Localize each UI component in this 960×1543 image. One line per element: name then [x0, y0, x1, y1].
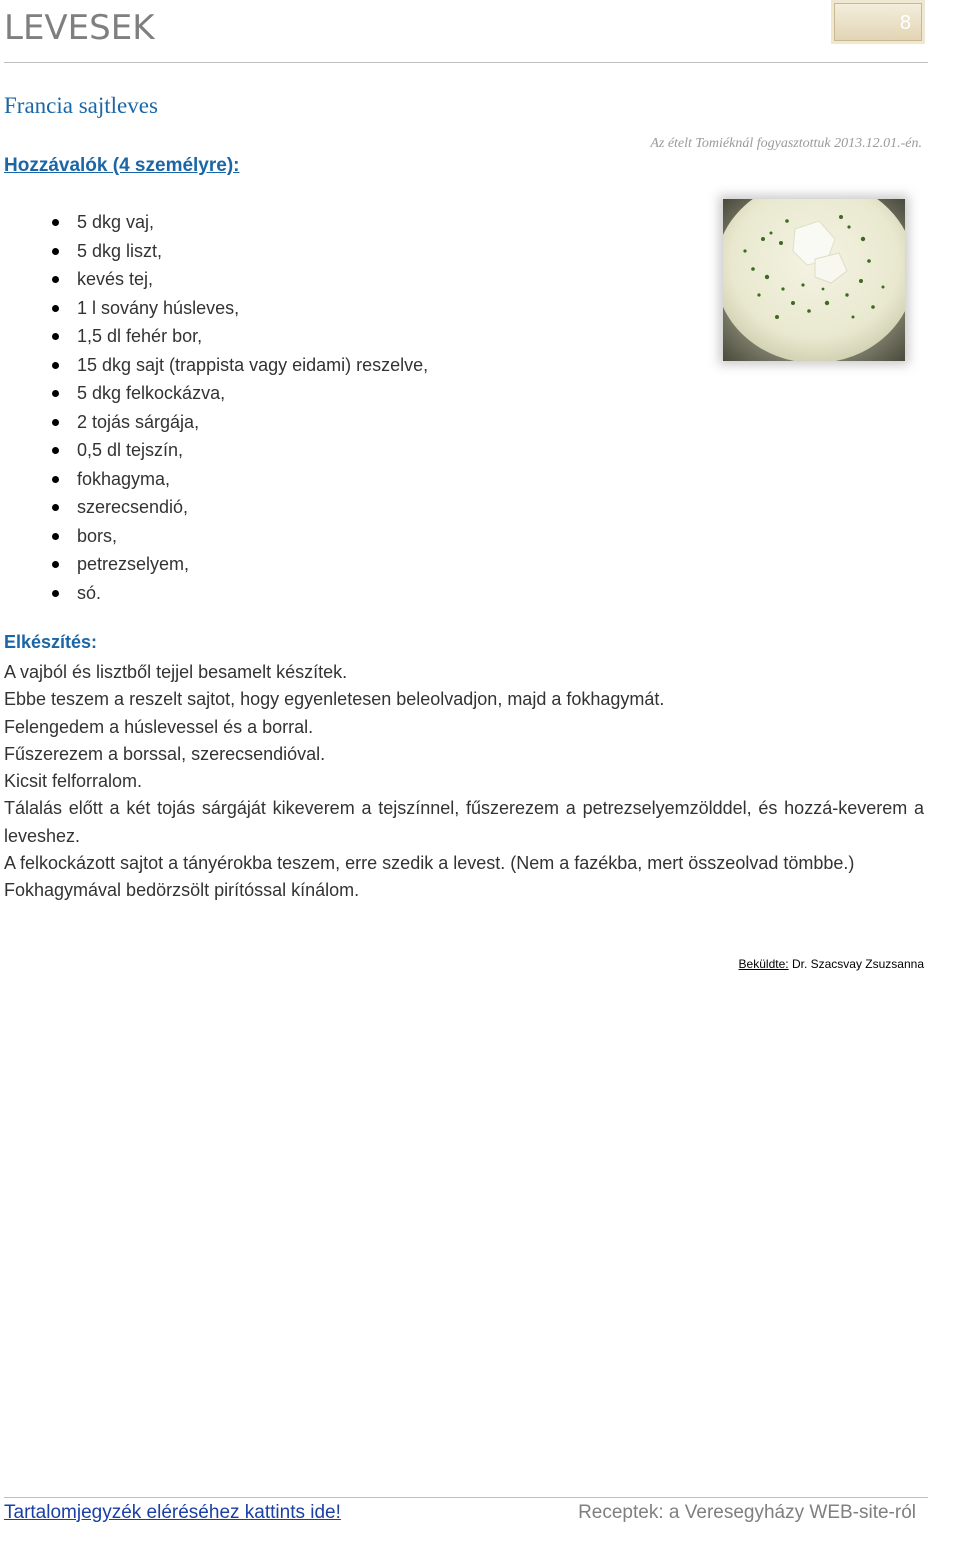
ingredient-item: bors,	[0, 522, 428, 551]
sender-credit	[739, 957, 924, 971]
page-number-badge: 8	[834, 3, 922, 41]
soup-illustration	[723, 199, 905, 361]
ingredients-list	[0, 208, 428, 607]
ingredient-item: 2 tojás sárgája,	[0, 408, 428, 437]
preparation-step: A vajból és lisztből tejjel besamelt készítek.	[4, 662, 348, 682]
preparation-step: Kicsit felforralom.	[4, 771, 143, 792]
eaten-note: Az ételt Tomiéknál fogyasztottuk 2013.12.01.-én.	[650, 136, 922, 151]
preparation-step: Fokhagymával bedörzsölt pirítóssal kínálom.	[4, 880, 360, 901]
ingredient-item: 1 l sovány húsleves,	[0, 294, 428, 323]
preparation-text	[4, 659, 924, 905]
preparation-step: Felengedem a húslevessel és a borral.	[4, 716, 314, 737]
section-title: LEVESEK	[4, 8, 155, 48]
preparation-step: A felkockázott sajtot a tányérokba teszem, erre szedik a levest. (Nem a fazékba, mert összeolvad tömbbe.)	[4, 853, 855, 874]
ingredient-item: 15 dkg sajt (trappista vagy eidami) reszelve,	[0, 351, 428, 380]
ingredient-item: fokhagyma,	[0, 465, 428, 494]
preparation-heading: Elkészítés:	[4, 632, 98, 652]
sender-label: Beküldte:	[738, 957, 789, 971]
ingredient-item: 0,5 dl tejszín,	[0, 436, 428, 465]
ingredient-item: só.	[0, 579, 428, 608]
ingredient-item: kevés tej,	[0, 265, 428, 294]
footer-source: Receptek: a Veresegyházy WEB-site-ról	[578, 1502, 916, 1523]
ingredient-item: 5 dkg vaj,	[0, 208, 428, 237]
sender-name: Dr. Szacsvay Zsuzsanna	[791, 957, 924, 971]
ingredient-item: 1,5 dl fehér bor,	[0, 322, 428, 351]
ingredient-item: petrezselyem,	[0, 550, 428, 579]
ingredient-item: 5 dkg felkockázva,	[0, 379, 428, 408]
preparation-step: Fűszerezem a borssal, szerecsendióval.	[4, 743, 326, 764]
footer-divider	[4, 1497, 928, 1498]
header-divider	[4, 62, 928, 63]
ingredient-item: 5 dkg liszt,	[0, 237, 428, 266]
ingredient-item: szerecsendió,	[0, 493, 428, 522]
recipe-title: Francia sajtleves	[4, 93, 158, 118]
soup-photo	[723, 199, 905, 361]
ingredients-heading: Hozzávalók (4 személyre):	[4, 155, 240, 176]
preparation-step: Tálalás előtt a két tojás sárgáját kikeverem a tejszínnel, fűszerezem a petrezselyemzölddel, és hozzá-keverem a leveshez.	[4, 798, 924, 846]
table-of-contents-link[interactable]: Tartalomjegyzék eléréséhez kattints ide!	[4, 1502, 341, 1523]
preparation-step: Ebbe teszem a reszelt sajtot, hogy egyenletesen beleolvadjon, majd a fokhagymát.	[4, 689, 665, 710]
